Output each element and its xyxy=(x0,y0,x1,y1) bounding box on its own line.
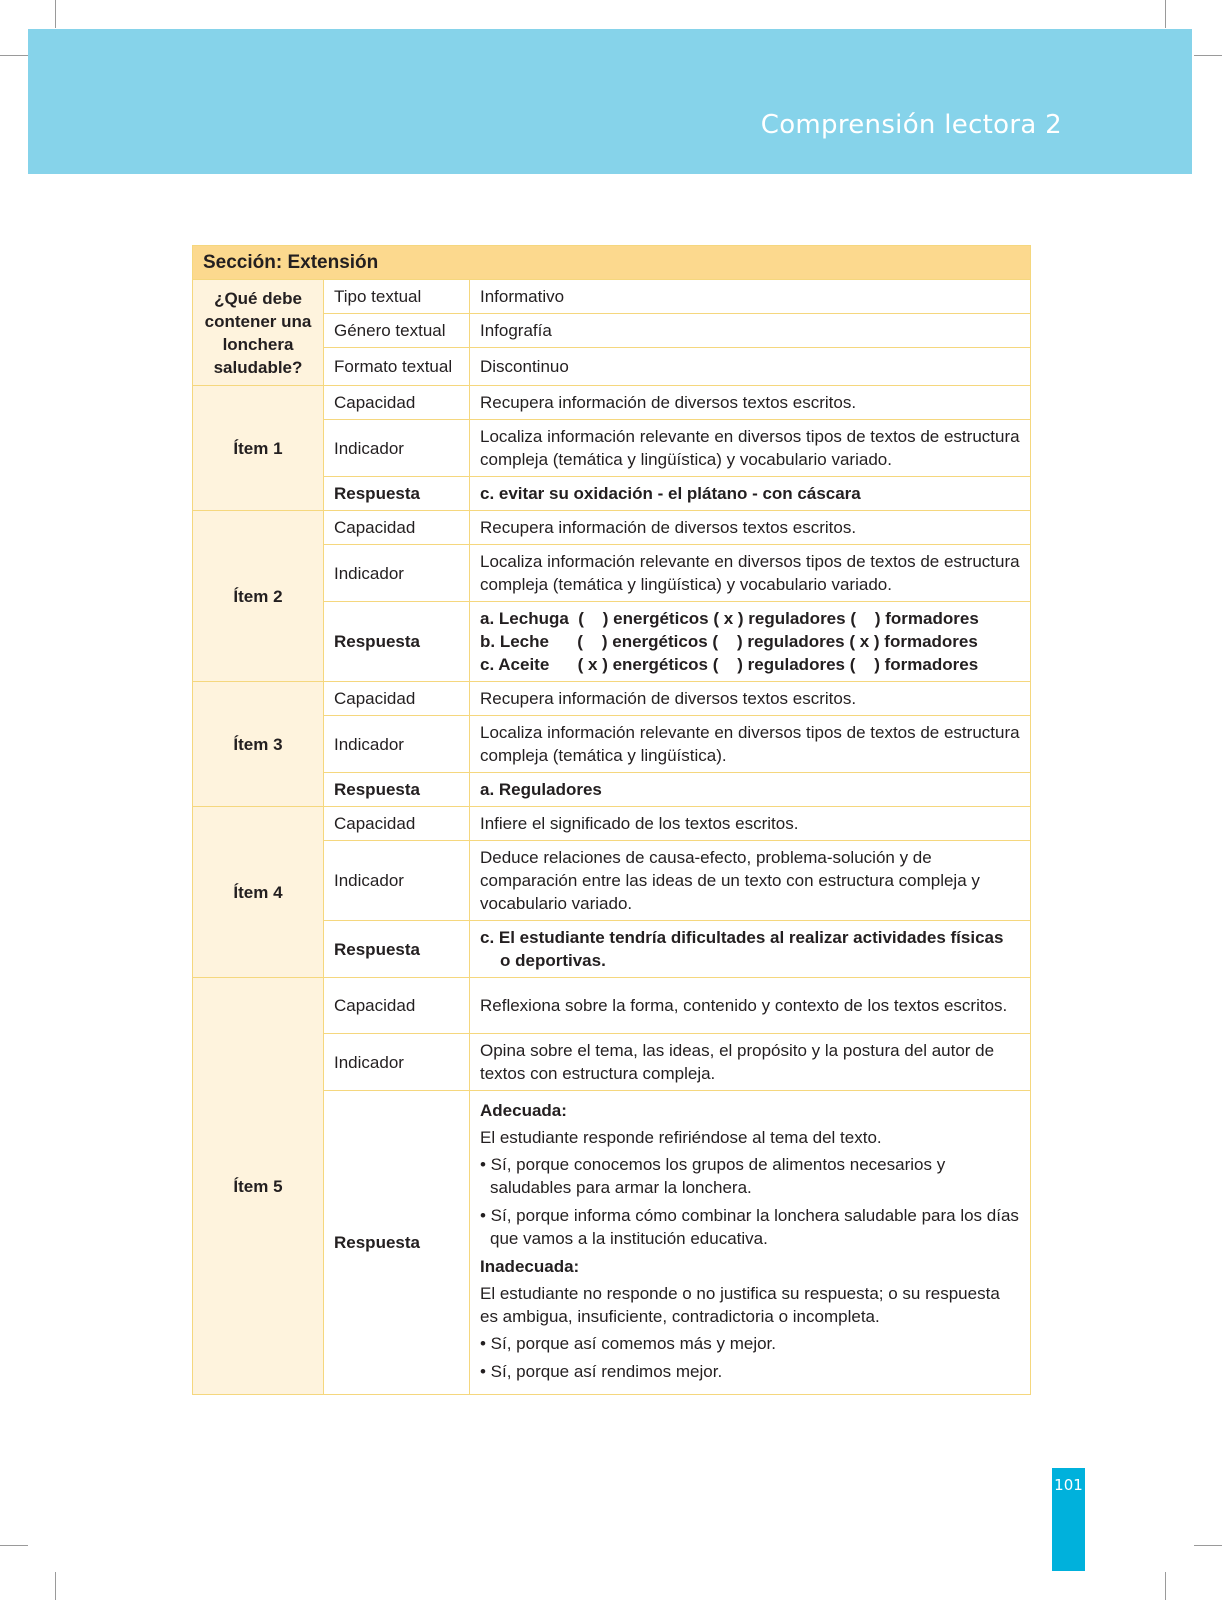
item-2-capacidad-label: Capacidad xyxy=(324,511,470,545)
item-4-answer-line-1: c. El estudiante tendría dificultades al realizar actividades físicas xyxy=(480,928,1004,947)
crop-mark-top-left-h xyxy=(0,55,28,56)
item-3-capacidad-label: Capacidad xyxy=(324,682,470,716)
item-2-respuesta-label: Respuesta xyxy=(324,602,470,682)
item-3-capacidad: Recupera información de diversos textos escritos. xyxy=(470,682,1031,716)
page-number: 101 xyxy=(1054,1476,1083,1494)
item-4-title: Ítem 4 xyxy=(193,807,324,978)
intro-label-genero: Género textual xyxy=(324,314,470,348)
section-title: Sección: Extensión xyxy=(193,246,1031,280)
item-3-indicador: Localiza información relevante en diversos tipos de textos de estructura compleja (temática y lingüística). xyxy=(470,716,1031,773)
intro-value-formato: Discontinuo xyxy=(470,348,1031,386)
intro-label-tipo: Tipo textual xyxy=(324,280,470,314)
item-2-title: Ítem 2 xyxy=(193,511,324,682)
intro-value-tipo: Informativo xyxy=(470,280,1031,314)
item-2-answer-line-b: b. Leche ( ) energéticos ( ) reguladores ( x ) formadores xyxy=(480,632,978,651)
crop-mark-top-right-v xyxy=(1165,0,1166,28)
item-3-title: Ítem 3 xyxy=(193,682,324,807)
item-3-respuesta: a. Reguladores xyxy=(470,773,1031,807)
item-1-indicador-label: Indicador xyxy=(324,420,470,477)
crop-mark-top-left-v xyxy=(55,0,56,28)
intro-value-genero: Infografía xyxy=(470,314,1031,348)
item-5-capacidad: Reflexiona sobre la forma, contenido y contexto de los textos escritos. xyxy=(470,978,1031,1034)
item-5-respuesta xyxy=(470,1091,1031,1395)
crop-mark-bottom-right-v xyxy=(1165,1572,1166,1600)
inadecuada-text: El estudiante no responde o no justifica su respuesta; o su respuesta es ambigua, insuficiente, contradictoria o incompleta. xyxy=(480,1284,1000,1326)
crop-mark-bottom-right-h xyxy=(1194,1545,1222,1546)
item-4-respuesta-label: Respuesta xyxy=(324,921,470,978)
header-banner xyxy=(28,29,1192,174)
adecuada-text: El estudiante responde refiriéndose al tema del texto. xyxy=(480,1128,882,1147)
intro-label-formato: Formato textual xyxy=(324,348,470,386)
item-1-respuesta: c. evitar su oxidación - el plátano - con cáscara xyxy=(470,477,1031,511)
item-1-capacidad: Recupera información de diversos textos escritos. xyxy=(470,386,1031,420)
item-2-capacidad: Recupera información de diversos textos escritos. xyxy=(470,511,1031,545)
item-2-indicador: Localiza información relevante en diversos tipos de textos de estructura compleja (temática y lingüística) y vocabulario variado. xyxy=(470,545,1031,602)
item-5-indicador-label: Indicador xyxy=(324,1034,470,1091)
item-2-answer-line-a: a. Lechuga ( ) energéticos ( x ) reguladores ( ) formadores xyxy=(480,609,979,628)
inadecuada-title: Inadecuada: xyxy=(480,1257,580,1276)
crop-mark-top-right-h xyxy=(1194,55,1222,56)
item-2-respuesta xyxy=(470,602,1031,682)
intro-question: ¿Qué debe contener una lonchera saludable? xyxy=(193,280,324,386)
item-3-respuesta-label: Respuesta xyxy=(324,773,470,807)
crop-mark-bottom-left-h xyxy=(0,1545,28,1546)
adecuada-bullet-2: • Sí, porque informa cómo combinar la lonchera saludable para los días que vamos a la institución educativa. xyxy=(480,1206,1019,1248)
item-2-indicador-label: Indicador xyxy=(324,545,470,602)
item-5-title: Ítem 5 xyxy=(193,978,324,1395)
crop-mark-bottom-left-v xyxy=(55,1572,56,1600)
item-4-indicador: Deduce relaciones de causa-efecto, problema-solución y de comparación entre las ideas de un texto con estructura compleja y vocabulario variado. xyxy=(470,841,1031,921)
item-5-capacidad-label: Capacidad xyxy=(324,978,470,1034)
item-2-answer-line-c: c. Aceite ( x ) energéticos ( ) reguladores ( ) formadores xyxy=(480,655,979,674)
inadecuada-bullet-2: • Sí, porque así rendimos mejor. xyxy=(480,1362,723,1381)
item-4-capacidad-label: Capacidad xyxy=(324,807,470,841)
item-3-indicador-label: Indicador xyxy=(324,716,470,773)
evaluation-table xyxy=(192,245,1031,1395)
item-4-capacidad: Infiere el significado de los textos escritos. xyxy=(470,807,1031,841)
item-1-title: Ítem 1 xyxy=(193,386,324,511)
item-1-indicador: Localiza información relevante en diversos tipos de textos de estructura compleja (temática y lingüística) y vocabulario variado. xyxy=(470,420,1031,477)
adecuada-title: Adecuada: xyxy=(480,1101,567,1120)
item-4-indicador-label: Indicador xyxy=(324,841,470,921)
inadecuada-bullet-1: • Sí, porque así comemos más y mejor. xyxy=(480,1334,777,1353)
item-1-capacidad-label: Capacidad xyxy=(324,386,470,420)
item-1-respuesta-label: Respuesta xyxy=(324,477,470,511)
item-5-respuesta-label: Respuesta xyxy=(324,1091,470,1395)
item-4-respuesta xyxy=(470,921,1031,978)
item-4-answer-line-2: o deportivas. xyxy=(500,951,606,970)
item-5-indicador: Opina sobre el tema, las ideas, el propósito y la postura del autor de textos con estructura compleja. xyxy=(470,1034,1031,1091)
adecuada-bullet-1: • Sí, porque conocemos los grupos de alimentos necesarios y saludables para armar la lonchera. xyxy=(480,1155,946,1197)
page-header-title: Comprensión lectora 2 xyxy=(760,110,1062,140)
